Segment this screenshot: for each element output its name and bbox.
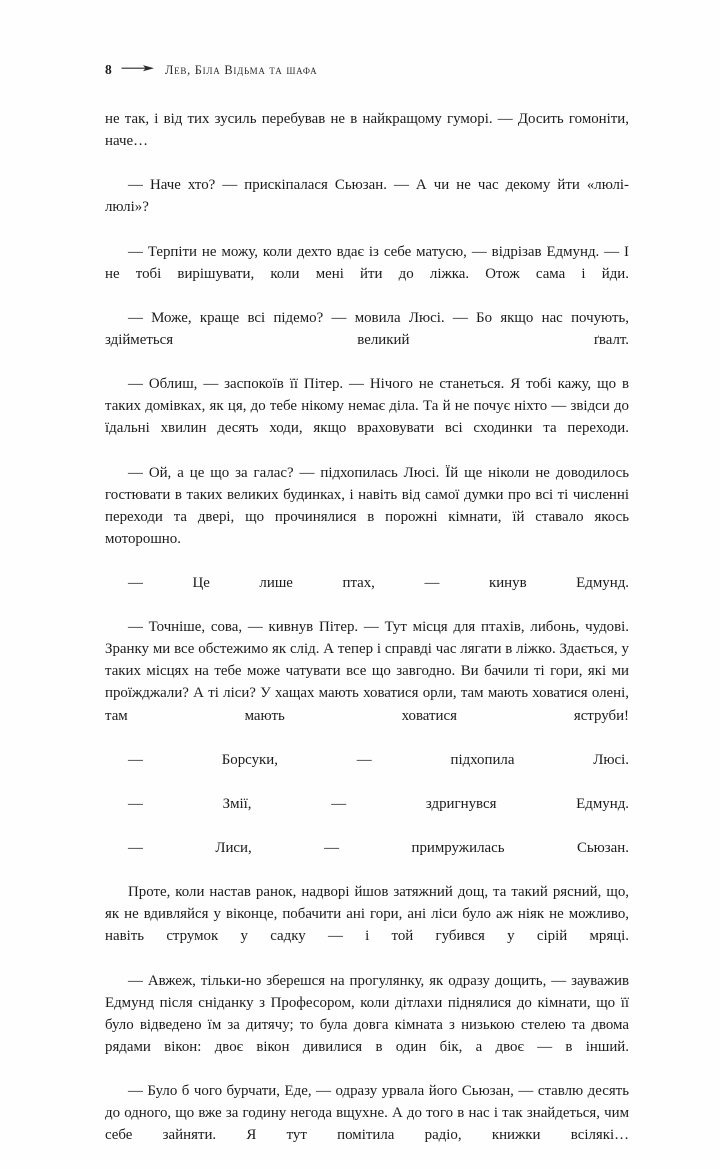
- paragraph: — Борсуки, — підхопила Люсі.: [128, 751, 629, 768]
- running-head: [105, 62, 630, 82]
- paragraph: — Це лише птах, — кинув Едмунд.: [128, 574, 629, 591]
- small-arrow-ornament-icon: [121, 64, 155, 74]
- paragraph: — Змії, — здригнувся Едмунд.: [128, 795, 629, 812]
- paragraph: — Ой, а це що за галас? — підхопилась Люсі. Їй ще ніколи не доводилось гостювати в таких великих будинках, і навіть від самої думки про всі ті численні переходи та двері, що прочинялися в порожні кімнати, їй ставало якось моторошно.: [105, 464, 629, 547]
- paragraph: Проте, коли настав ранок, надворі йшов затяжний дощ, та такий рясний, що, як не вдивляйся у віконце, побачити ані гори, ані ліси було аж ніяк не можливо, навіть струмок у садку — і той губився у сірій мряці.: [105, 884, 629, 945]
- paragraph: — Може, краще всі підемо? — мовила Люсі. — Бо якщо нас почують, здійметься великий ґвалт.: [105, 309, 629, 348]
- body-text: [105, 108, 629, 1169]
- paragraph: — Лиси, — примружилась Сьюзан.: [128, 840, 629, 857]
- paragraph: — Точніше, сова, — кивнув Пітер. — Тут місця для птахів, либонь, чудові. Зранку ми все обстежимо як слід. А тепер і справді час лягати в ліжко. Здається, у таких місцях на тебе може чатувати все що завгодно. Ви бачили ті гори, які ми проїжджали? А ті ліси? У хащах мають ховатися орли, там мають ховатися олені, там мають ховатися яструби!: [105, 619, 629, 724]
- running-title: Лев, Біла Відьма та шафа: [164, 63, 318, 77]
- paragraph: — Наче хто? — прискіпалася Сьюзан. — А чи не час декому йти «люлі-люлі»?: [105, 177, 629, 216]
- paragraph: — Облиш, — заспокоїв її Пітер. — Нічого не станеться. Я тобі кажу, що в таких домівках, як ця, до тебе нікому немає діла. Та й не почує ніхто — звідси до їдальні хвилин десять ходи, якщо враховувати всі сходинки та переходи.: [105, 376, 629, 437]
- paragraph: — Терпіти не можу, коли дехто вдає із себе матусю, — відрізав Едмунд. — І не тобі вирішувати, коли мені йти до ліжка. Отож сама і йди.: [105, 243, 629, 282]
- paragraph: не так, і від тих зусиль перебував не в найкращому гуморі. — Досить гомоніти, наче…: [105, 111, 629, 150]
- page-number: 8: [105, 62, 112, 77]
- paragraph: — Авжеж, тільки-но зберешся на прогулянку, як одразу дощить, — зауважив Едмунд після сніданку з Професором, коли дітлахи піднялися до кімнати, що її було відведено їм за дитячу; то була довга кімната з низькою стелею та двома рядами вікон: двоє вікон дивилися в один бік, а двоє — в інший.: [105, 972, 629, 1055]
- paragraph: — Було б чого бурчати, Еде, — одразу урвала його Сьюзан, — ставлю десять до одного, що вже за годину негода вщухне. А до того в нас і так знайдеться, чим себе зайняти. Я тут помітила радіо, книжки всілякі…: [105, 1083, 629, 1144]
